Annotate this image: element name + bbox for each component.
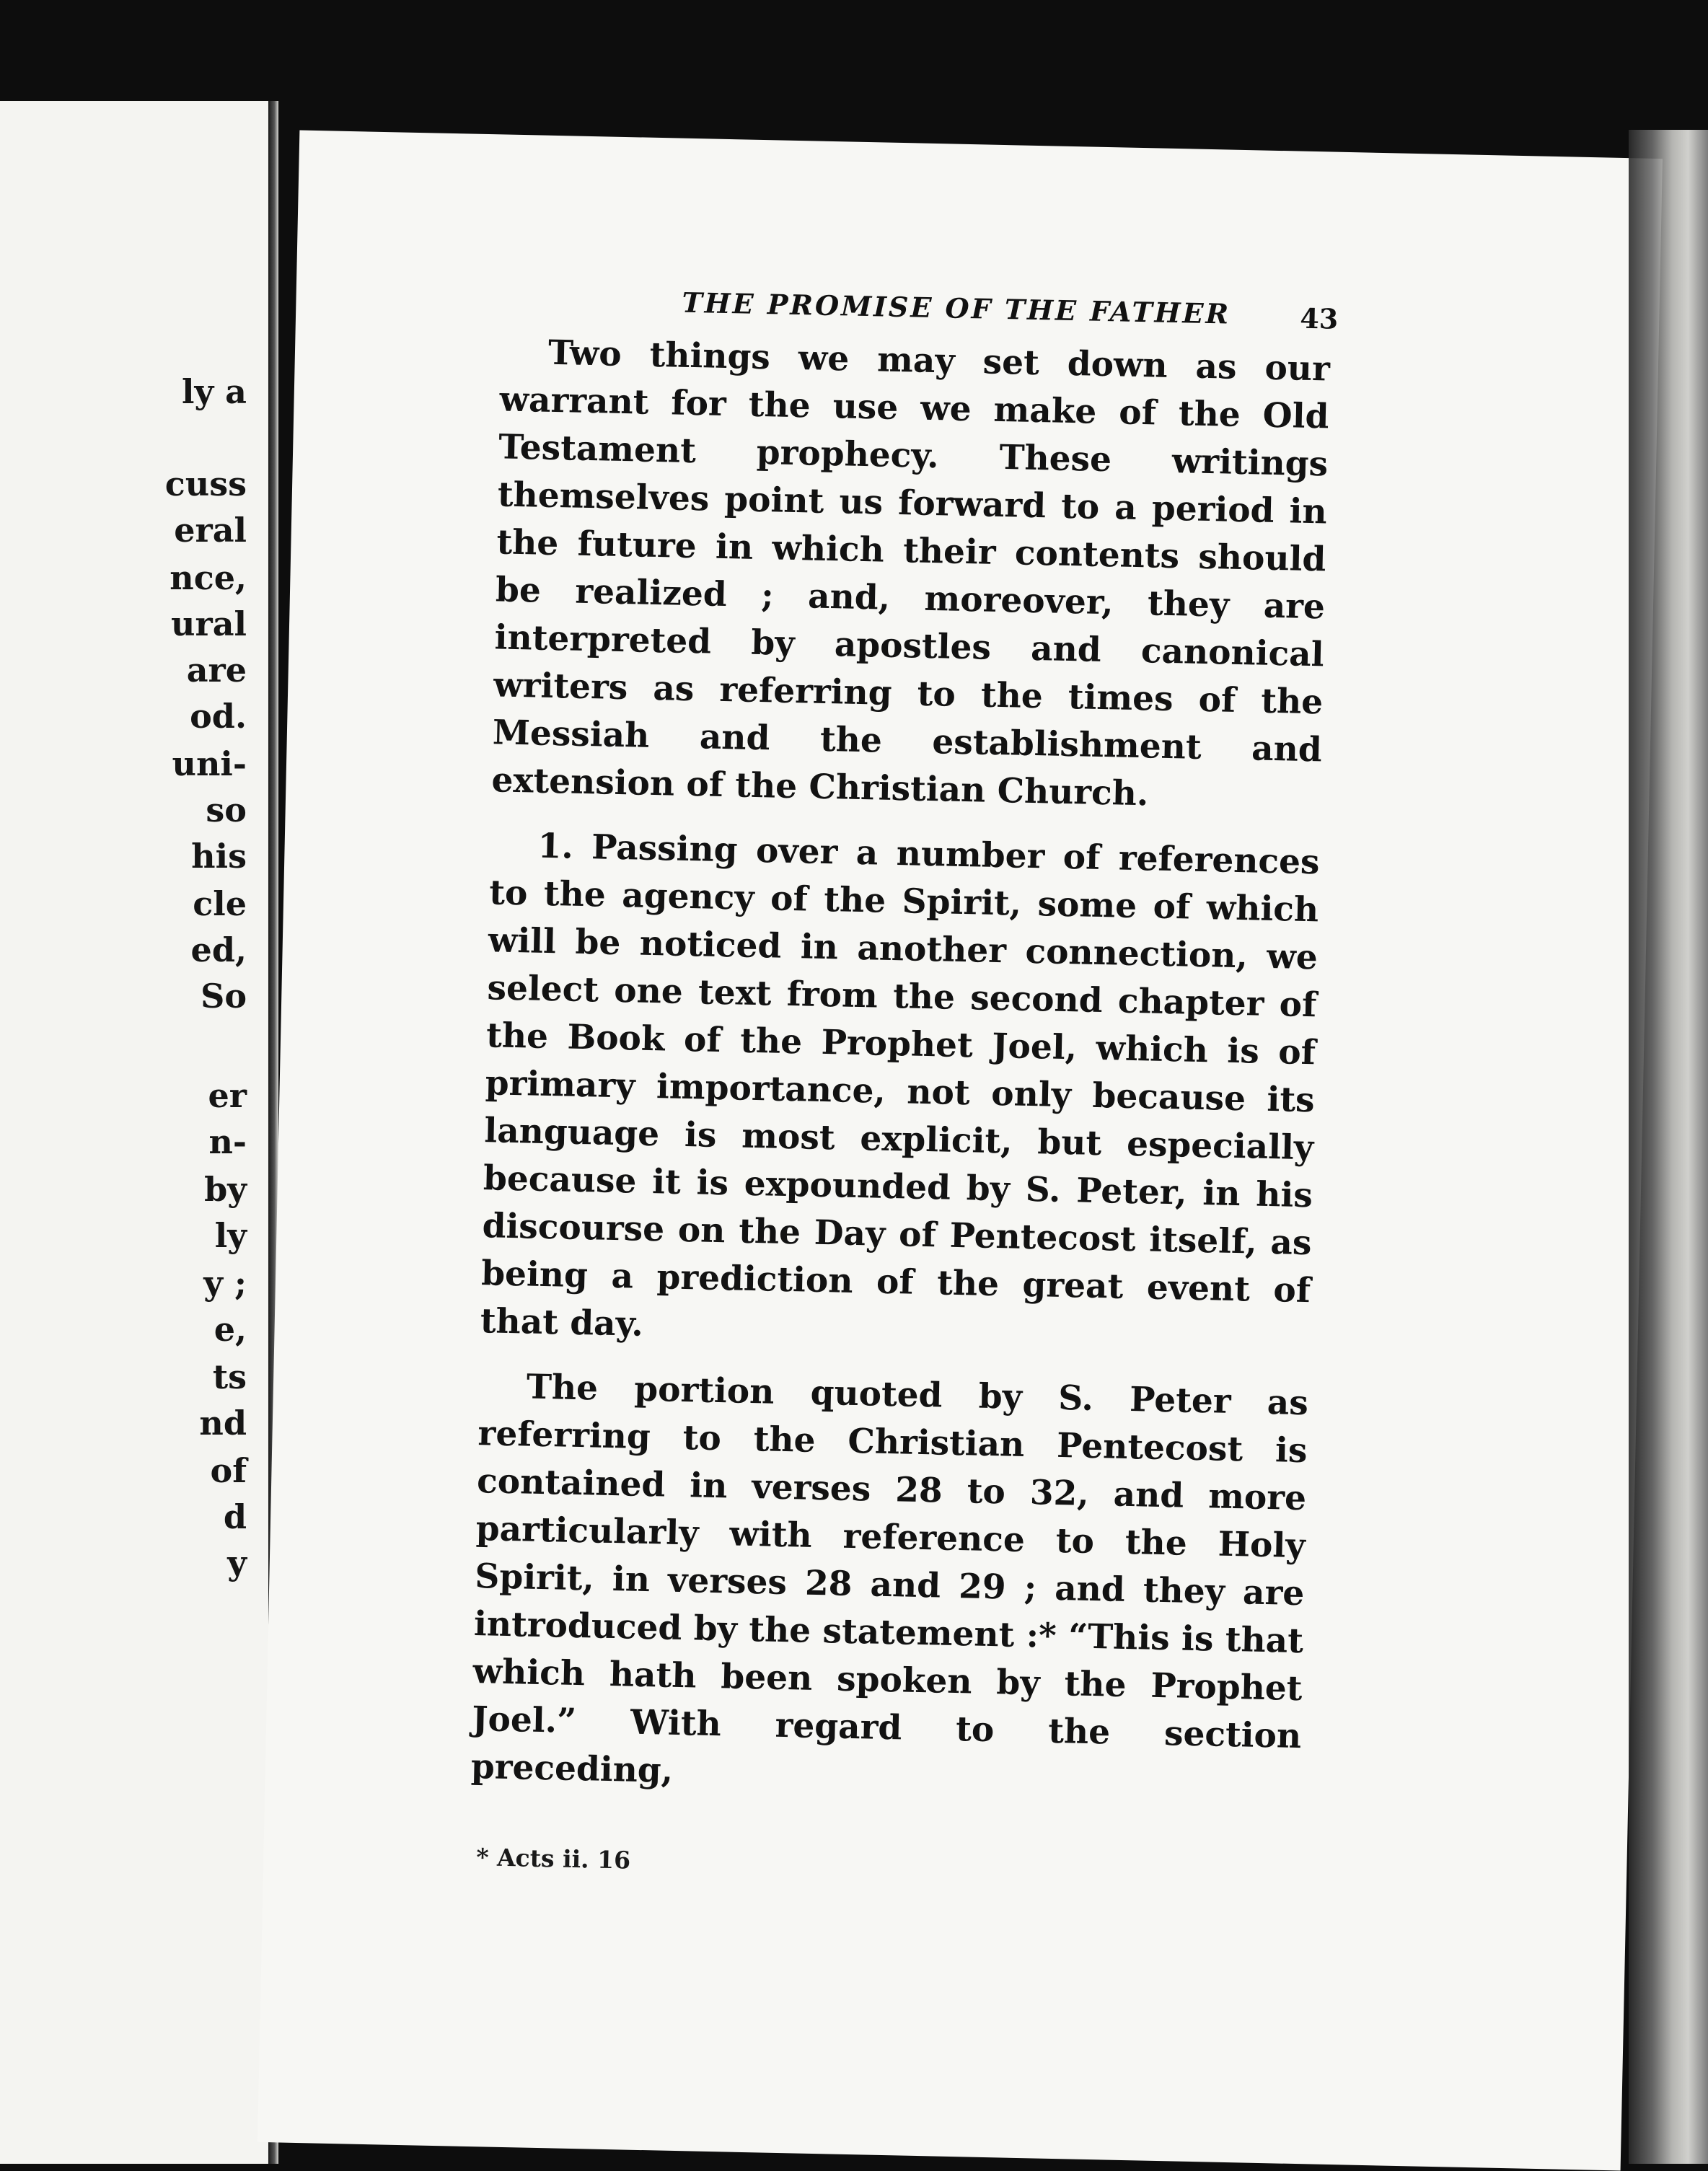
page-number: 43 xyxy=(1299,301,1339,335)
footnote: * Acts ii. 16 xyxy=(475,1843,631,1875)
left-page xyxy=(0,101,277,2164)
left-fragment: cle xyxy=(193,884,247,923)
running-title: THE PROMISE OF THE FATHER xyxy=(682,286,1231,330)
left-fragment: nd xyxy=(199,1404,247,1443)
left-fragment: d xyxy=(223,1497,247,1536)
left-fragment: n- xyxy=(208,1122,247,1161)
left-fragment: e, xyxy=(214,1310,247,1349)
left-fragment: are xyxy=(186,651,247,690)
left-fragment: so xyxy=(206,791,247,829)
left-fragment: ts xyxy=(212,1357,247,1396)
left-fragment: his xyxy=(191,837,247,876)
left-fragment: ly xyxy=(214,1216,247,1255)
left-fragment: by xyxy=(204,1170,247,1209)
left-fragment: uni- xyxy=(172,744,247,783)
paragraph: Two things we may set down as our warrant for the use we make of the Old Testament prophecy. These writings themselves point us forward to a period in the future in which their contents should be realized ; and, moreover, they are interpreted by apostles and canonical writers as referring to the times of the Messiah and the establishment and extension of the Christian Church. xyxy=(491,333,1331,814)
left-fragment: od. xyxy=(190,697,247,736)
page-content xyxy=(469,282,1339,1888)
left-fragment: eral xyxy=(174,511,247,550)
paragraph: The portion quoted by S. Peter as referring to the Christian Pentecost is contained in verses 28 to 32, and more particularly with reference to the Holy Spirit, in verses 28 and 29 ; and they are introduced by the statement :* “This is that which hath been spoken by the Prophet Joel.” With regard to the section preceding, xyxy=(470,1367,1309,1791)
left-fragment: So xyxy=(201,977,247,1016)
right-page xyxy=(257,131,1663,2171)
left-fragment: y ; xyxy=(203,1264,247,1303)
left-fragment: of xyxy=(210,1451,247,1490)
left-fragment: y xyxy=(227,1544,247,1582)
page-edge xyxy=(1629,130,1708,2164)
paragraph: 1. Passing over a number of references to the agency of the Spirit, some of which will be noticed in another connection, we select one text from the second chapter of the Book of the Prophet Joel, which is of primary importance, not only because its language is most explicit, but especially because it is expounded by S. Peter, in his discourse on the Day of Pentecost itself, as being a prediction of the great event of that day. xyxy=(480,826,1321,1344)
left-fragment: ly a xyxy=(181,372,247,411)
left-fragment: ed, xyxy=(190,930,247,969)
left-fragment: ural xyxy=(171,604,247,643)
left-fragment: cuss xyxy=(164,464,247,503)
left-fragment: nce, xyxy=(170,558,247,597)
left-fragment: er xyxy=(208,1076,247,1115)
